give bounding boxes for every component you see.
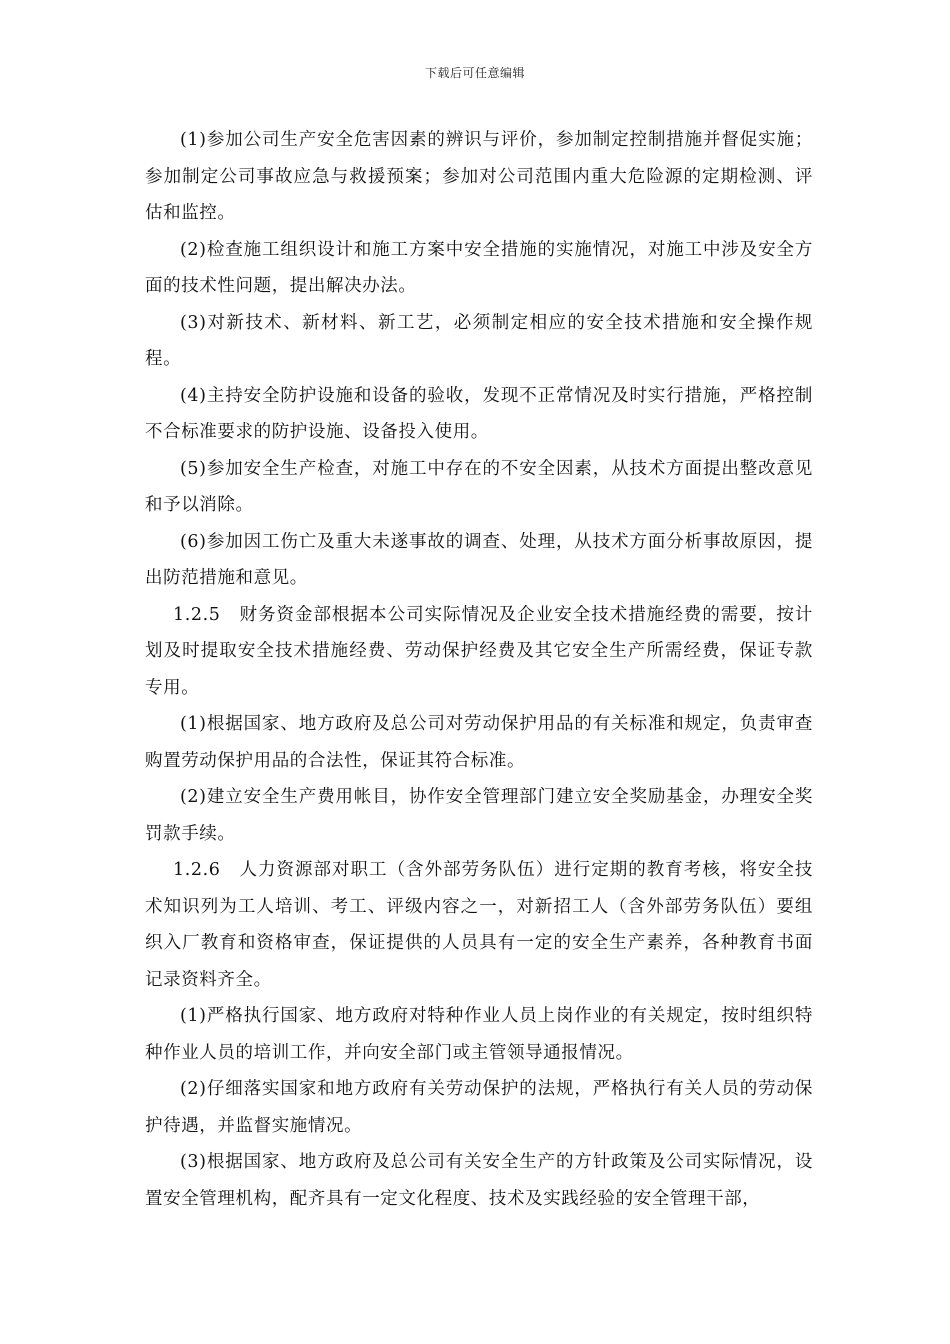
paragraph-7: (1)根据国家、地方政府及总公司对劳动保护用品的有关标准和规定，负责审查购置劳动保护用品的合法性，保证其符合标准。 bbox=[145, 714, 813, 771]
paragraph-5: (5)参加安全生产检查，对施工中存在的不安全因素，从技术方面提出整改意见和予以消除。 bbox=[145, 458, 813, 515]
paragraph-9: (1)严格执行国家、地方政府对特种作业人员上岗作业的有关规定，按时组织特种作业人员的培训工作，并向安全部门或主管领导通报情况。 bbox=[145, 1006, 813, 1063]
section-1-2-6: 1.2.6 人力资源部对职工（含外部劳务队伍）进行定期的教育考核，将安全技术知识列为工人培训、考工、评级内容之一，对新招工人（含外部劳务队伍）要组织入厂教育和资格审查，保证提供的人员具有一定的安全生产素养，各种教育书面记录资料齐全。 bbox=[145, 860, 813, 990]
page-header: 下载后可任意编辑 bbox=[424, 66, 525, 80]
paragraph-8: (2)建立安全生产费用帐目，协作安全管理部门建立安全奖励基金，办理安全奖罚款手续。 bbox=[145, 787, 813, 844]
section-1-2-5: 1.2.5 财务资金部根据本公司实际情况及企业安全技术措施经费的需要，按计划及时提取安全技术措施经费、劳动保护经费及其它安全生产所需经费，保证专款专用。 bbox=[145, 604, 813, 698]
paragraph-10: (2)仔细落实国家和地方政府有关劳动保护的法规，严格执行有关人员的劳动保护待遇，并监督实施情况。 bbox=[145, 1079, 813, 1136]
paragraph-3: (3)对新技术、新材料、新工艺，必须制定相应的安全技术措施和安全操作规程。 bbox=[145, 312, 813, 369]
paragraph-2: (2)检查施工组织设计和施工方案中安全措施的实施情况，对施工中涉及安全方面的技术性问题，提出解决办法。 bbox=[145, 239, 813, 296]
paragraph-1: (1)参加公司生产安全危害因素的辨识与评价，参加制定控制措施并督促实施；参加制定公司事故应急与救援预案；参加对公司范围内重大危险源的定期检测、评估和监控。 bbox=[145, 130, 813, 223]
document-body bbox=[145, 122, 813, 1217]
paragraph-11: (3)根据国家、地方政府及总公司有关安全生产的方针政策及公司实际情况，设置安全管理机构，配齐具有一定文化程度、技术及实践经验的安全管理干部， bbox=[145, 1152, 813, 1209]
paragraph-6: (6)参加因工伤亡及重大未遂事故的调查、处理，从技术方面分析事故原因，提出防范措施和意见。 bbox=[145, 531, 813, 588]
paragraph-4: (4)主持安全防护设施和设备的验收，发现不正常情况及时实行措施，严格控制不合标准要求的防护设施、设备投入使用。 bbox=[145, 385, 813, 442]
